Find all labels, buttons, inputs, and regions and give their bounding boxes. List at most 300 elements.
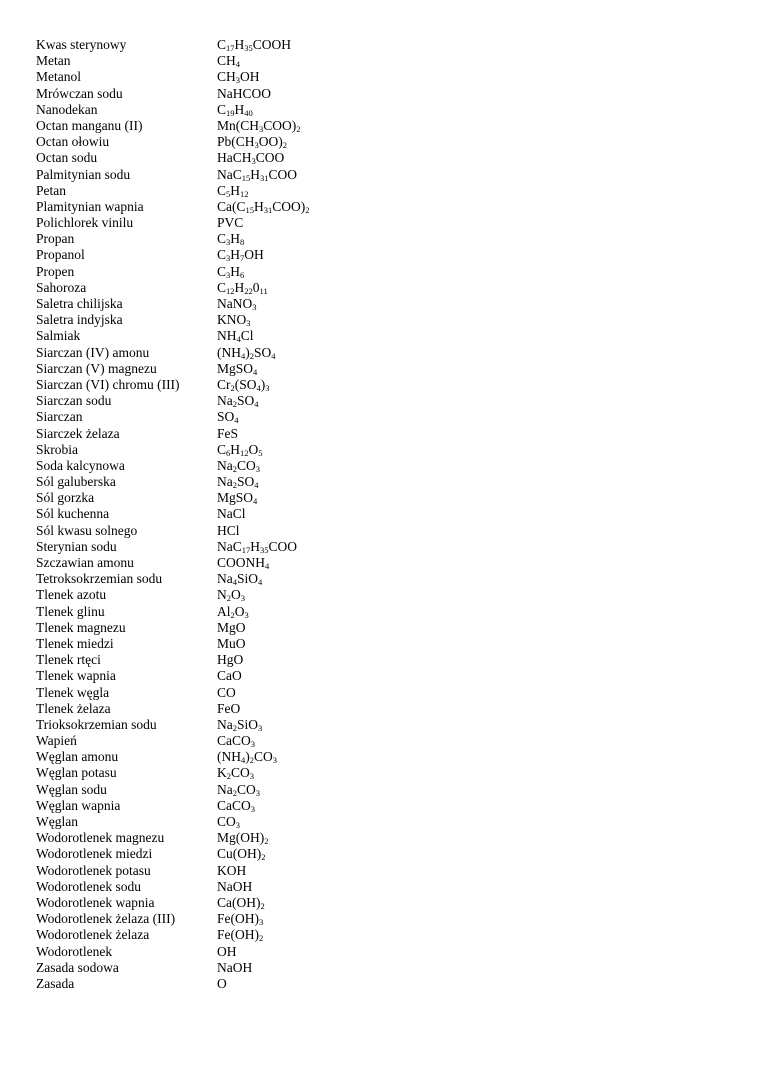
compound-formula (217, 814, 736, 830)
formula-text: C (217, 182, 227, 198)
compound-name: Metan (36, 53, 71, 69)
formula-text: CaCO (217, 797, 251, 813)
formula-text: MgSO (217, 360, 254, 376)
formula-text: Na (217, 457, 233, 473)
formula-text: CO (237, 457, 256, 473)
compound-formula (217, 328, 736, 344)
compound-formula (217, 345, 736, 361)
compound-name: Szczawian amonu (36, 555, 134, 570)
formula-subscript: 6 (226, 447, 231, 458)
formula-text: H (234, 101, 245, 117)
compound-name: Propan (36, 231, 75, 247)
compound-name: Tlenek rtęci (36, 652, 101, 668)
formula-text: Al (217, 603, 231, 619)
table-row (36, 879, 736, 895)
table-row (36, 960, 736, 976)
compound-formula (217, 150, 736, 166)
compound-formula (217, 685, 736, 701)
formula-text: HaCH (217, 150, 252, 166)
formula-text: ) (245, 344, 250, 360)
compound-formula (217, 86, 736, 102)
formula-subscript: 4 (265, 561, 270, 571)
formula-subscript: 15 (245, 204, 254, 215)
table-row (36, 280, 736, 296)
formula-text: CO (217, 814, 236, 829)
formula-subscript: 22 (244, 285, 253, 296)
compound-name: Siarczan (VI) chromu (III) (36, 376, 180, 392)
formula-text: H (230, 231, 241, 247)
compound-formula (217, 571, 736, 587)
formula-subscript: 35 (244, 43, 253, 53)
formula-text: Cr (217, 376, 231, 392)
formula-text: HCl (217, 522, 240, 538)
formula-subscript: 4 (235, 59, 241, 70)
table-row (36, 976, 736, 992)
formula-subscript: 4 (258, 577, 263, 588)
compound-name: Wodorotlenek (36, 943, 113, 959)
compound-name: Tlenek magnezu (36, 619, 126, 635)
formula-text: Mn(CH (217, 117, 260, 133)
formula-text: N (217, 587, 227, 603)
compound-name: Saletra chilijska (36, 296, 123, 311)
formula-subscript: 12 (226, 285, 235, 296)
compound-name: Palmitynian sodu (36, 166, 131, 182)
formula-text: (NH (217, 344, 241, 360)
table-row (36, 458, 736, 474)
table-row (36, 587, 736, 603)
formula-text: H (254, 198, 264, 214)
formula-subscript: 3 (235, 75, 241, 86)
formula-text: SO (217, 409, 235, 425)
table-row (36, 150, 736, 166)
formula-text: H (230, 247, 241, 263)
formula-text: C (217, 247, 227, 263)
compound-formula (217, 587, 736, 603)
compound-formula (217, 426, 736, 442)
compound-name: Wodorotlenek miedzi (36, 846, 153, 862)
formula-text: FeS (217, 425, 239, 441)
formula-text: CO (217, 684, 236, 700)
formula-subscript: 3 (235, 820, 241, 830)
formula-text: Na (217, 393, 233, 409)
formula-subscript: 5 (258, 447, 263, 458)
compound-name: Tlenek azotu (36, 587, 107, 603)
formula-text: COO) (272, 198, 306, 214)
formula-text: COONH (217, 555, 266, 570)
compound-name: Octan sodu (36, 150, 98, 166)
formula-subscript: 2 (232, 787, 237, 798)
compound-formula (217, 409, 736, 425)
formula-subscript: 3 (250, 739, 255, 750)
formula-text: O (248, 441, 259, 457)
formula-text: O (231, 587, 241, 603)
compound-formula (217, 960, 736, 976)
compound-name: Tlenek żelaza (36, 700, 111, 716)
compound-name: Plamitynian wapnia (36, 198, 144, 214)
table-row (36, 53, 736, 69)
formula-text: COOH (252, 37, 292, 52)
formula-text: C (217, 37, 227, 52)
formula-subscript: 2 (305, 204, 310, 215)
table-row (36, 571, 736, 587)
compound-formula (217, 490, 736, 506)
formula-subscript: 3 (249, 771, 255, 782)
compound-name: Tetroksokrzemian sodu (36, 571, 163, 587)
compound-formula (217, 911, 736, 927)
formula-text: C (217, 279, 227, 295)
compound-formula (217, 701, 736, 717)
formula-text: H (234, 279, 245, 295)
compound-formula (217, 863, 736, 879)
formula-text: C (217, 263, 227, 279)
table-row (36, 215, 736, 231)
compound-formula (217, 102, 736, 118)
compound-formula (217, 555, 736, 571)
table-row (36, 118, 736, 134)
formula-subscript: 3 (246, 318, 251, 329)
compound-formula (217, 604, 736, 620)
formula-text: SO (254, 344, 272, 360)
formula-subscript: 6 (240, 269, 245, 280)
compound-formula (217, 798, 736, 814)
table-row (36, 911, 736, 927)
compound-formula (217, 539, 736, 555)
compound-formula (217, 782, 736, 798)
formula-text: H (250, 166, 260, 182)
formula-text: ) (260, 376, 266, 392)
table-row (36, 539, 736, 555)
compound-name: Tlenek węgla (36, 684, 110, 700)
formula-text: O (217, 975, 227, 991)
formula-text: KOH (217, 862, 247, 878)
compound-name: Sterynian sodu (36, 538, 117, 554)
formula-text: NaOH (217, 959, 253, 975)
compound-formula (217, 668, 736, 684)
formula-text: (NH (217, 749, 241, 765)
formula-subscript: 2 (249, 755, 254, 766)
formula-text: Ca(C (217, 198, 246, 214)
formula-subscript: 2 (260, 900, 265, 911)
formula-text: HgO (217, 652, 244, 668)
compound-name: Salmiak (36, 328, 81, 344)
compound-formula (217, 506, 736, 522)
formula-text: Mg(OH) (217, 830, 265, 846)
formula-text: COO (268, 166, 298, 182)
formula-text: NaCl (217, 506, 246, 522)
table-row (36, 523, 736, 539)
compound-name: Węglan amonu (36, 749, 119, 765)
formula-subscript: 2 (226, 771, 231, 782)
table-row (36, 927, 736, 943)
formula-text: Fe(OH) (217, 927, 259, 943)
table-row (36, 409, 736, 425)
table-row (36, 765, 736, 781)
formula-text: NaOH (217, 878, 253, 894)
compound-name: Propen (36, 263, 75, 279)
formula-subscript: 3 (258, 722, 263, 733)
formula-subscript: 4 (254, 399, 259, 410)
compound-formula (217, 652, 736, 668)
formula-text: Na (217, 571, 233, 587)
compound-formula (217, 927, 736, 943)
compound-formula (217, 620, 736, 636)
formula-text: FeO (217, 700, 241, 716)
table-row (36, 377, 736, 393)
formula-text: O (234, 603, 245, 619)
formula-subscript: 4 (232, 577, 237, 588)
table-row (36, 474, 736, 490)
formula-subscript: 8 (240, 237, 245, 248)
compound-name: Wodorotlenek żelaza (36, 927, 150, 943)
table-row (36, 863, 736, 879)
formula-subscript: 31 (263, 204, 273, 215)
formula-text: H (230, 441, 241, 457)
formula-subscript: 19 (226, 107, 235, 118)
table-row (36, 167, 736, 183)
compound-name: Sól kwasu solnego (36, 522, 138, 538)
compound-name: Siarczek żelaza (36, 425, 120, 441)
formula-subscript: 2 (232, 480, 237, 491)
compound-formula (217, 749, 736, 765)
table-row (36, 345, 736, 361)
formula-text: CO (254, 749, 273, 765)
compound-name: Siarczan sodu (36, 393, 112, 409)
table-row (36, 361, 736, 377)
formula-text: NaC (217, 538, 242, 554)
compound-name: Octan manganu (II) (36, 117, 143, 133)
formula-text: K (217, 765, 227, 781)
table-row (36, 620, 736, 636)
formula-subscript: 40 (244, 107, 253, 118)
compound-name: Siarczan (IV) amonu (36, 344, 150, 360)
formula-subscript: 31 (260, 172, 269, 183)
table-row (36, 393, 736, 409)
formula-text: Na (217, 474, 233, 490)
table-row (36, 506, 736, 522)
compound-formula (217, 944, 736, 960)
formula-text: CO (231, 765, 250, 781)
formula-text: Ca(OH) (217, 894, 261, 910)
compound-name: Siarczan (36, 409, 83, 425)
compound-formula (217, 296, 736, 312)
formula-text: SO (237, 474, 255, 490)
formula-subscript: 4 (241, 350, 246, 361)
formula-subscript: 2 (230, 609, 235, 620)
formula-text: Fe(OH) (217, 911, 259, 927)
compound-name: Węglan potasu (36, 765, 117, 781)
formula-subscript: 3 (272, 755, 278, 766)
formula-subscript: 11 (259, 285, 268, 296)
compound-name: Tlenek wapnia (36, 668, 116, 684)
compound-formula (217, 264, 736, 280)
formula-subscript: 17 (241, 544, 251, 555)
compound-name: Skrobia (36, 441, 78, 457)
compound-formula (217, 895, 736, 911)
compound-formula (217, 134, 736, 150)
formula-text: COO (268, 538, 298, 554)
compound-name: Trioksokrzemian sodu (36, 716, 157, 732)
compound-formula (217, 361, 736, 377)
formula-subscript: 4 (253, 366, 258, 377)
formula-text: SiO (237, 571, 259, 587)
compound-formula (217, 247, 736, 263)
compound-name: Sól galuberska (36, 474, 116, 490)
formula-subscript: 3 (226, 269, 231, 280)
table-row (36, 636, 736, 652)
formula-text: MgSO (217, 490, 254, 506)
compound-formula (217, 458, 736, 474)
formula-text: NaHCOO (217, 85, 271, 101)
compound-formula (217, 37, 736, 53)
compound-formula (217, 280, 736, 296)
compound-formula (217, 215, 736, 231)
formula-subscript: 3 (255, 787, 261, 798)
formula-subscript: 17 (226, 43, 235, 53)
formula-text: SiO (237, 716, 259, 732)
compound-formula (217, 976, 736, 992)
compound-name: Tlenek glinu (36, 603, 105, 619)
formula-subscript: 3 (226, 237, 231, 248)
table-row (36, 231, 736, 247)
compound-name: Węglan wapnia (36, 797, 121, 813)
formula-subscript: 3 (244, 609, 249, 620)
formula-subscript: 2 (230, 382, 235, 393)
table-row (36, 652, 736, 668)
table-row (36, 814, 736, 830)
formula-text: C (217, 101, 227, 117)
formula-text: Pb(CH (217, 134, 255, 150)
formula-subscript: 2 (249, 350, 254, 361)
formula-subscript: 3 (254, 140, 259, 151)
compound-name: Nanodekan (36, 101, 98, 117)
table-row (36, 442, 736, 458)
formula-subscript: 3 (255, 463, 261, 474)
table-row (36, 312, 736, 328)
formula-subscript: 4 (236, 334, 241, 345)
compound-formula (217, 53, 736, 69)
compound-name: Wodorotlenek wapnia (36, 894, 155, 910)
table-row (36, 69, 736, 85)
formula-text: Cl (240, 328, 254, 344)
formula-text: KNO (217, 312, 247, 328)
formula-text: CO (237, 781, 256, 797)
formula-text: C (217, 231, 227, 247)
table-row (36, 685, 736, 701)
formula-subscript: 3 (265, 382, 270, 393)
table-row (36, 328, 736, 344)
table-row (36, 264, 736, 280)
formula-text: COO (255, 150, 285, 166)
formula-text: CaCO (217, 733, 251, 749)
formula-subscript: 3 (250, 803, 255, 814)
formula-subscript: 2 (232, 722, 237, 733)
formula-subscript: 3 (226, 253, 231, 264)
compound-formula (217, 69, 736, 85)
table-row (36, 604, 736, 620)
compound-formula (217, 879, 736, 895)
compound-formula (217, 830, 736, 846)
formula-text: CaO (217, 668, 242, 684)
formula-text: NaC (217, 166, 242, 182)
compound-table (36, 37, 736, 992)
formula-subscript: 4 (256, 382, 261, 393)
formula-text: OO) (258, 134, 283, 150)
table-row (36, 247, 736, 263)
formula-text: Na (217, 716, 233, 732)
formula-subscript: 2 (259, 933, 264, 944)
table-row (36, 102, 736, 118)
compound-formula (217, 733, 736, 749)
formula-text: CH (217, 53, 236, 69)
formula-text: CH (217, 69, 236, 85)
formula-subscript: 3 (252, 302, 257, 312)
table-row (36, 701, 736, 717)
formula-subscript: 2 (226, 593, 231, 604)
compound-name: Węglan sodu (36, 781, 107, 797)
formula-subscript: 3 (259, 917, 264, 928)
table-row (36, 895, 736, 911)
formula-subscript: 12 (240, 447, 249, 458)
formula-text: SO (237, 393, 255, 409)
formula-text: 0 (252, 279, 260, 295)
compound-formula (217, 636, 736, 652)
formula-subscript: 15 (241, 172, 251, 183)
compound-name: Wodorotlenek potasu (36, 862, 151, 878)
formula-subscript: 4 (254, 480, 259, 491)
compound-formula (217, 377, 736, 393)
table-row (36, 668, 736, 684)
formula-subscript: 35 (260, 544, 269, 555)
table-row (36, 717, 736, 733)
compound-formula (217, 474, 736, 490)
formula-subscript: 3 (251, 156, 256, 167)
formula-subscript: 5 (226, 188, 231, 199)
compound-name: Metanol (36, 69, 81, 85)
table-row (36, 426, 736, 442)
formula-subscript: 3 (240, 593, 245, 604)
compound-formula (217, 717, 736, 733)
formula-subscript: 2 (261, 852, 266, 863)
table-row (36, 134, 736, 150)
table-row (36, 846, 736, 862)
compound-name: Wodorotlenek sodu (36, 878, 142, 894)
compound-name: Saletra indyjska (36, 312, 123, 328)
formula-text: H (230, 182, 241, 198)
formula-text: H (230, 263, 241, 279)
compound-formula (217, 118, 736, 134)
compound-formula (217, 231, 736, 247)
compound-name: Sól gorzka (36, 490, 95, 506)
compound-name: Wodorotlenek magnezu (36, 830, 165, 846)
formula-text: (SO (234, 376, 257, 392)
compound-name: Węglan (36, 814, 78, 829)
compound-name: Sól kuchenna (36, 506, 110, 522)
compound-formula (217, 312, 736, 328)
compound-formula (217, 765, 736, 781)
compound-name: Polichlorek vinilu (36, 215, 134, 231)
compound-formula (217, 199, 736, 215)
compound-formula (217, 167, 736, 183)
compound-name: Soda kalcynowa (36, 457, 125, 473)
formula-subscript: 3 (259, 123, 264, 134)
compound-name: Zasada sodowa (36, 959, 119, 975)
compound-formula (217, 393, 736, 409)
compound-formula (217, 846, 736, 862)
formula-subscript: 2 (264, 836, 269, 847)
compound-formula (217, 183, 736, 199)
formula-text: C (217, 441, 227, 457)
table-row (36, 86, 736, 102)
